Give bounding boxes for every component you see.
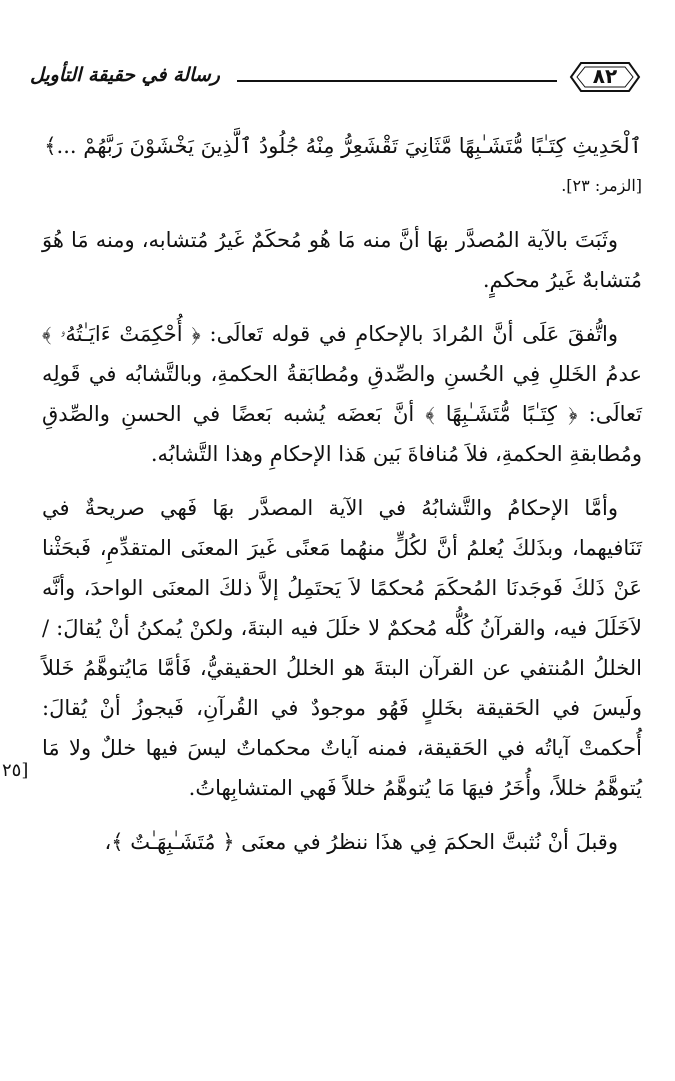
quote-reference: [الزمر: ٢٣].	[561, 176, 642, 195]
page-number-frame	[567, 60, 643, 94]
paragraph-4: وقبلَ أنْ نُثبتَّ الحكمَ فِي هذَا ننظرُ في معنَى ﴿ مُتَشَـٰبِهَـٰتٌ ﴾،	[104, 830, 618, 854]
body-text	[42, 126, 642, 862]
margin-note: [٢٥	[2, 760, 29, 781]
paragraph-2: واتُّفقَ عَلَى أنَّ المُرادَ بالإحكامِ في قوله تَعالَى: ﴿ أُحْكِمَتْ ءَايَـٰتُهُۥ ﴾ عدمُ الخَللِ فِي الحُسنِ والصِّدقِ ومُطابَقةُ الحكمةِ، وبالتَّشابُه في قَولِه تَعالَى: ﴿ كِتَـٰبًا مُّتَشَـٰبِهًا ﴾ أنَّ بَعضَه يُشبه بَعضًا في الحسنِ والصِّدقِ ومُطابقةِ الحكمةِ، فلاَ مُنافاةَ بَين هَذا الإحكامِ وهذا التَّشابُه.	[42, 322, 642, 466]
paragraph-3: وأمَّا الإحكامُ والتَّشابُهُ في الآية المصدَّر بهَا فَهي صريحةٌ في تَنَافيهما، وبذَلكَ يُعلمُ أنَّ لكُلٍّ منهُما مَعنًى غَيرَ المعنَى المتقدِّمِ، فَبحَثْنا عَنْ ذَلكَ فَوجَدنَا المُحكَمَ مُحكمًا لاَ يَحتَمِلُ إلاَّ ذلكَ المعنَى الواحدَ، وأنَّه لاَخَلَلَ فيه، والقرآنُ كُلُّه مُحكمٌ لا خلَلَ فيه البتةَ، ولكنْ يُمكنُ أنْ يُقالَ: / الخللُ المُنتفي عن القرآن البتةَ هو الخللُ الحقيقيُّ، فَأمَّا مَايُتوهَّمُ خَللاً ولَيسَ في الحَقيقة بخَللٍ فَهُو موجودٌ في القُرآنِ، فَيجوزُ أنْ يُقالَ: أُحكمتْ آياتُه في الحَقيقة، فمنه آياتٌ محكماتٌ ليسَ فيها خللٌ ولا مَا يُتوهَّمُ خللاً، وأُخَرُ فيهَا مَا يُتوهَّمُ خللاً فَهي المتشابِهاتُ.	[42, 496, 642, 800]
header-rule	[237, 80, 557, 82]
running-title: رسالة في حقيقة التأويل	[30, 64, 220, 86]
page-header	[22, 58, 653, 98]
page-number: ٨٢	[592, 64, 618, 88]
quote-continuation: ٱلْحَدِيثِ كِتَـٰبًا مُّتَشَـٰبِهًا مَّثَانِيَ تَقْشَعِرُّ مِنْهُ جُلُودُ ٱلَّذِينَ يَخْشَوْنَ رَبَّهُمْ ...﴾	[44, 134, 642, 158]
paragraph-1: وثَبَتَ بالآية المُصدَّر بهَا أنَّ منه مَا هُو مُحكَمٌ غَيرُ مُتشابه، ومنه مَا هُوَ مُتشابهٌ غَيرُ محكمٍ.	[42, 228, 642, 292]
